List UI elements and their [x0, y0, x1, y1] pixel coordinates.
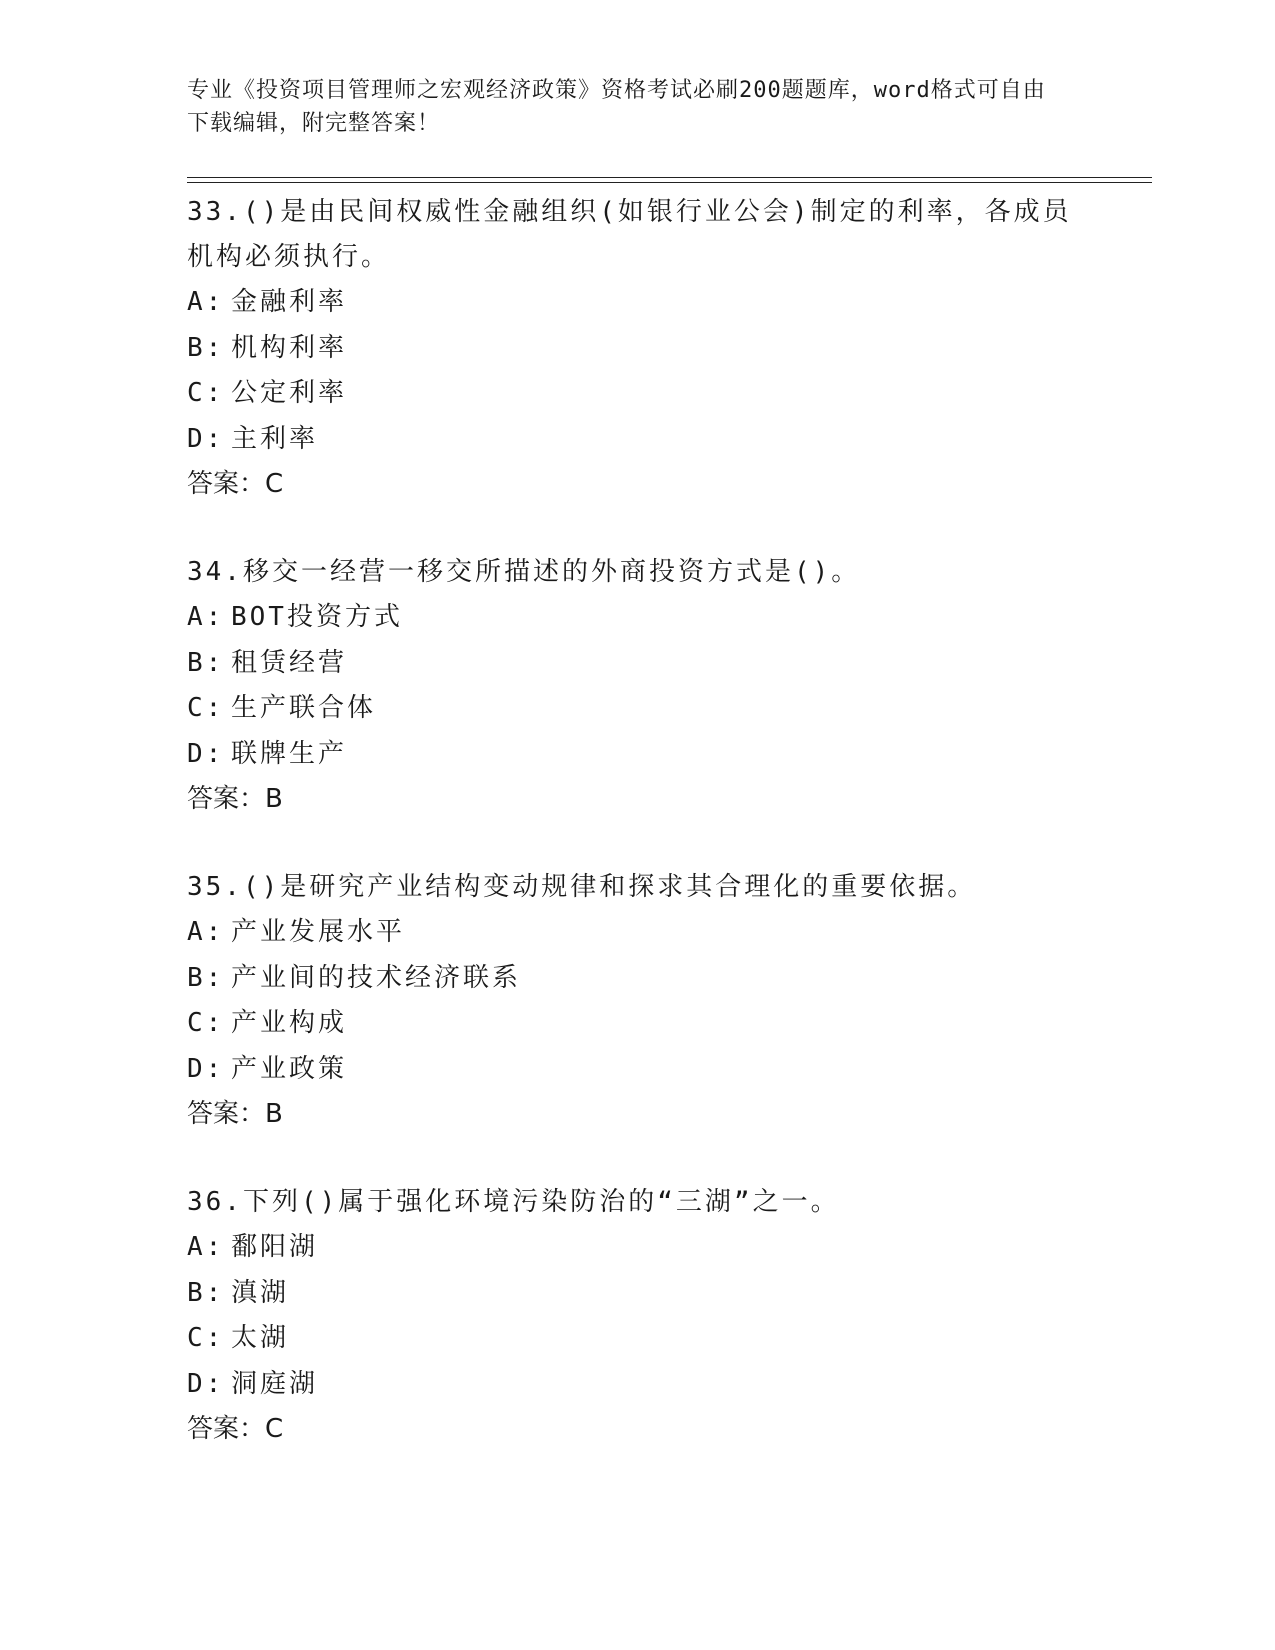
option-a	[187, 280, 1087, 326]
option-letter: D:	[187, 1053, 225, 1084]
header-divider-bottom	[187, 182, 1152, 183]
option-letter: C:	[187, 378, 225, 408]
option-letter: A:	[187, 287, 225, 317]
option-text: 产业发展水平	[231, 917, 406, 947]
option-b	[187, 326, 1087, 372]
option-b	[187, 956, 1087, 1002]
option-text: 产业政策	[231, 1053, 348, 1084]
option-d	[187, 417, 1087, 463]
question-stem: 35.()是研究产业结构变动规律和探求其合理化的重要依据。	[187, 872, 977, 902]
answer-line: 答案：B	[187, 1099, 283, 1129]
option-a	[187, 1225, 1087, 1271]
option-c	[187, 371, 1087, 417]
option-d	[187, 1047, 1087, 1093]
option-letter: D:	[187, 738, 225, 769]
question-33	[187, 190, 1087, 507]
option-letter: D:	[187, 423, 225, 454]
header-divider-top	[187, 177, 1152, 178]
option-letter: A:	[187, 602, 225, 632]
option-b	[187, 641, 1087, 687]
option-text: 产业构成	[231, 1008, 348, 1038]
option-b	[187, 1271, 1087, 1317]
option-letter: B:	[187, 647, 225, 678]
option-d	[187, 1362, 1087, 1408]
option-text: 生产联合体	[231, 693, 377, 723]
answer-line: 答案：B	[187, 784, 283, 814]
question-stem: 34.移交一经营一移交所描述的外商投资方式是()。	[187, 557, 861, 587]
option-letter: C:	[187, 1008, 225, 1038]
option-letter: D:	[187, 1368, 225, 1399]
option-text: 滇湖	[231, 1277, 290, 1308]
option-c	[187, 686, 1087, 732]
option-letter: C:	[187, 693, 225, 723]
option-d	[187, 732, 1087, 778]
option-letter: B:	[187, 962, 225, 993]
option-letter: A:	[187, 1232, 225, 1262]
option-text: 机构利率	[231, 332, 348, 363]
option-text: 产业间的技术经济联系	[231, 962, 522, 993]
option-a	[187, 910, 1087, 956]
question-36	[187, 1180, 1087, 1452]
option-letter: B:	[187, 1277, 225, 1308]
question-stem: 33.()是由民间权威性金融组织(如银行业公会)制定的利率，各成员机构必须执行。	[187, 197, 1072, 272]
option-c	[187, 1001, 1087, 1047]
question-list	[187, 190, 1087, 1495]
option-letter: A:	[187, 917, 225, 947]
document-header: 专业《投资项目管理师之宏观经济政策》资格考试必刷200题题库，word格式可自由下载编辑，附完整答案！	[187, 78, 1046, 136]
option-text: 租赁经营	[231, 647, 348, 678]
answer-line: 答案：C	[187, 1414, 284, 1444]
question-35	[187, 865, 1087, 1137]
option-text: BOT投资方式	[231, 602, 403, 632]
option-text: 主利率	[231, 423, 319, 454]
question-34	[187, 550, 1087, 822]
option-letter: C:	[187, 1323, 225, 1353]
option-text: 太湖	[231, 1323, 290, 1353]
option-text: 洞庭湖	[231, 1368, 319, 1399]
question-stem: 36.下列()属于强化环境污染防治的“三湖”之一。	[187, 1187, 840, 1217]
option-text: 鄱阳湖	[231, 1232, 319, 1262]
option-text: 联牌生产	[231, 738, 348, 769]
option-c	[187, 1316, 1087, 1362]
option-text: 金融利率	[231, 287, 348, 317]
answer-line: 答案：C	[187, 469, 284, 499]
option-a	[187, 595, 1087, 641]
option-letter: B:	[187, 332, 225, 363]
option-text: 公定利率	[231, 378, 348, 408]
